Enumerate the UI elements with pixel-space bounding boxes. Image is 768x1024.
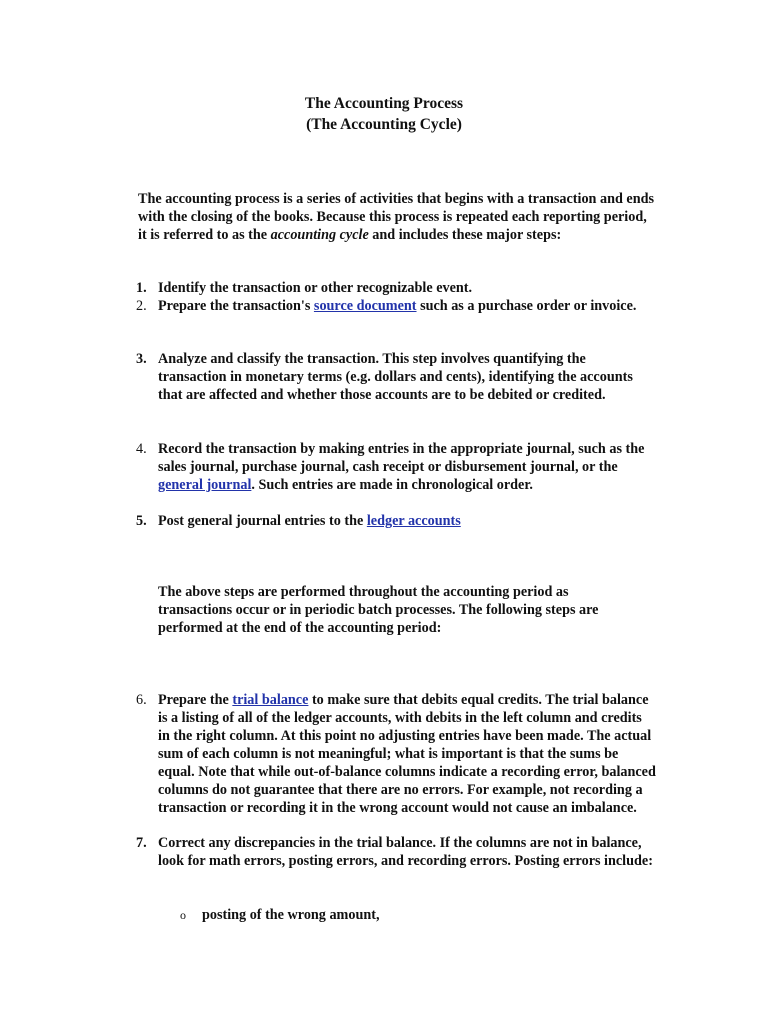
document-title: The Accounting Process: [304, 95, 464, 112]
step-6-text-post: to make sure that debits equal credits. The trial balance is a listing of all of the ledger accounts, with debits in the left column and credits in the right column. At this point no adjusting entries have been made. The actual sum of each column is not meaningful; what is important is that the sums be equal. Note that while out-of-balance columns indicate a recording error, balanced columns do not guarantee that there are no errors. For example, not recording a transaction or recording it in the wrong account would not cause an imbalance.: [158, 692, 656, 816]
step-5-text-pre: Post general journal entries to the: [158, 513, 367, 529]
sub-bullet-text: posting of the wrong amount,: [202, 907, 380, 923]
step-7-text: Correct any discrepancies in the trial balance. If the columns are not in balance, look for math errors, posting errors, and recording errors. Posting errors include:: [158, 835, 653, 869]
accounting-cycle-term: accounting cycle: [270, 227, 369, 243]
step-2-number: 2.: [136, 298, 147, 314]
step-5-text: [158, 512, 656, 530]
step-2: [136, 297, 656, 315]
bullet-marker: o: [180, 908, 186, 922]
general-journal-link[interactable]: general journal: [158, 477, 252, 493]
step-5: [136, 512, 656, 530]
step-2-text: [158, 297, 656, 315]
step-1-number: 1.: [136, 280, 147, 296]
ledger-accounts-link[interactable]: ledger accounts: [366, 513, 461, 529]
step-2-text-post: such as a purchase order or invoice.: [416, 298, 637, 314]
step-5-number: 5.: [136, 513, 147, 529]
step-1: [136, 279, 656, 297]
step-6: [136, 691, 656, 817]
step-7-number: 7.: [136, 835, 147, 851]
step-4: [136, 440, 656, 494]
sub-bullet-item: [180, 906, 380, 924]
step-7: [136, 834, 656, 870]
step-3-number: 3.: [136, 351, 147, 367]
step-2-text-pre: Prepare the transaction's: [158, 298, 314, 314]
step-3: [136, 350, 656, 404]
step-6-text-pre: Prepare the: [158, 692, 233, 708]
step-1-text: Identify the transaction or other recognizable event.: [158, 280, 473, 296]
trial-balance-link[interactable]: trial balance: [232, 692, 309, 708]
intro-text-part2: and includes these major steps:: [368, 227, 562, 243]
step-3-text: Analyze and classify the transaction. This step involves quantifying the transaction in monetary terms (e.g. dollars and cents), identifying the accounts that are affected and whether those accounts are to be debited or credited.: [158, 351, 633, 403]
source-document-link[interactable]: source document: [313, 298, 417, 314]
intro-paragraph: [138, 190, 658, 244]
step-6-text: [158, 691, 656, 817]
step-4-text: [158, 440, 656, 494]
step-4-text-post: . Such entries are made in chronological order.: [251, 477, 533, 493]
intro-text-part1: The accounting process is a series of activities that begins with a transaction and ends with the closing of the books. Because this process is repeated each reporting period, it is referred to as the: [138, 191, 655, 243]
step-4-number: 4.: [136, 441, 147, 457]
middle-paragraph: The above steps are performed throughout the accounting period as transactions occur or in periodic batch processes. The following steps are performed at the end of the accounting period:: [158, 584, 599, 636]
document-subtitle: (The Accounting Cycle): [306, 116, 462, 133]
step-6-number: 6.: [136, 692, 147, 708]
step-4-text-pre: Record the transaction by making entries in the appropriate journal, such as the sales journal, purchase journal, cash receipt or disbursement journal, or the: [158, 441, 645, 475]
